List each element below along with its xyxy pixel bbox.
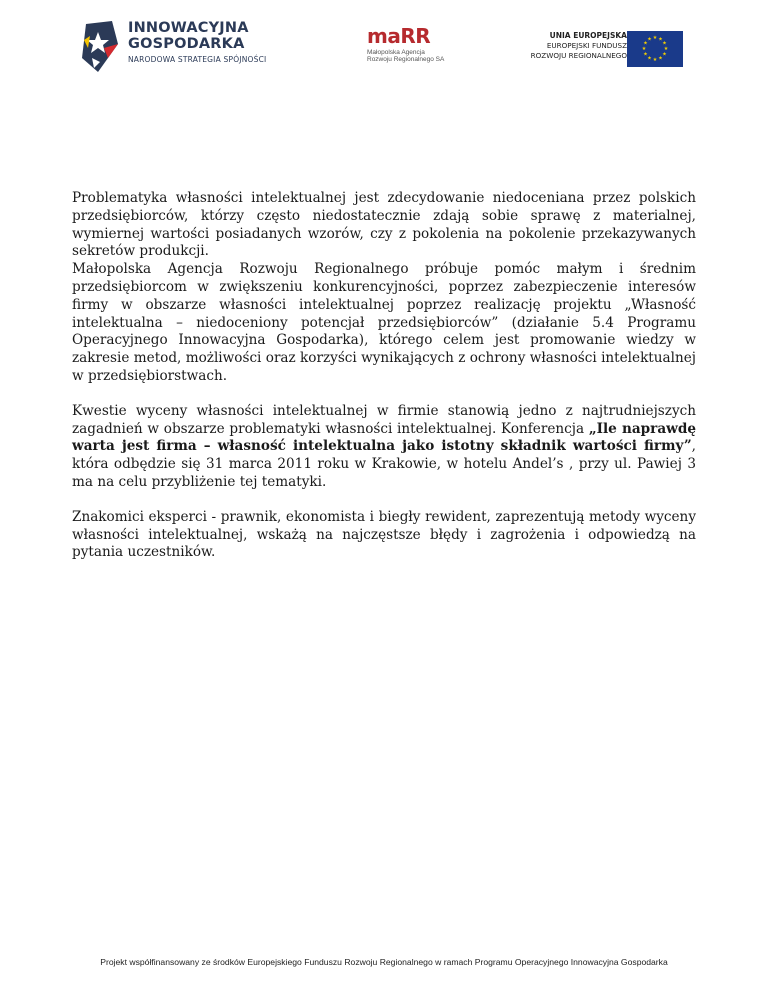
svg-text:★: ★: [652, 57, 658, 63]
marr-logo-sub1: Małopolska Agencja: [367, 49, 425, 56]
svg-text:★: ★: [643, 51, 648, 58]
eu-logo: [520, 30, 690, 70]
paragraph-1: [72, 190, 696, 386]
document-body: [72, 190, 696, 579]
svg-text:★: ★: [643, 40, 648, 47]
marr-logo-name: maRR: [367, 24, 431, 48]
paragraph-1a-text: Problematyka własności intelektualnej jest zdecydowanie niedoceniana przez polskich przedsiębiorców, którzy często niedostatecznie zdają sobie sprawę z materialnej, wymiernej wartości posiadanych wzorów, czy z pokolenia na pokolenie przekazywanych sekretów produkcji.: [72, 190, 696, 260]
ig-star-mark-icon: [78, 18, 124, 74]
eu-logo-line2: EUROPEJSKI FUNDUSZ: [546, 41, 627, 50]
svg-text:★: ★: [647, 55, 652, 62]
svg-text:★: ★: [641, 46, 647, 52]
marr-logo-sub2: Rozwoju Regionalnego SA: [367, 56, 445, 63]
svg-text:★: ★: [662, 51, 667, 58]
ig-logo-line2: GOSPODARKA: [128, 36, 245, 52]
ig-logo-text: [128, 20, 266, 65]
svg-text:★: ★: [652, 35, 658, 41]
ig-logo-line3: NARODOWA STRATEGIA SPÓJNOŚCI: [128, 55, 267, 64]
eu-logo-text: [531, 31, 627, 61]
svg-text:★: ★: [662, 40, 667, 47]
svg-text:★: ★: [658, 55, 663, 62]
footer-note: Projekt współfinansowany ze środków Europejskiego Funduszu Rozwoju Regionalnego w ramach Programu Operacyjnego Innowacyjna Gospodarka: [100, 957, 668, 967]
eu-logo-line3: ROZWOJU REGIONALNEGO: [530, 51, 627, 60]
paragraph-2-intro: Kwestie wyceny własności intelektualnej w firmie stanowią jedno z najtrudniejszych zagadnień w obszarze problematyki własności intelektualnej. Konferencja: [72, 402, 696, 437]
svg-text:★: ★: [663, 46, 669, 52]
ig-logo-line1: INNOWACYJNA: [128, 20, 249, 36]
conference-title: „Ile naprawdę warta jest firma – własność intelektualna jako istotny składnik wartości firmy”: [72, 420, 696, 455]
svg-text:★: ★: [647, 36, 652, 43]
eu-flag-icon: [627, 31, 683, 67]
paragraph-2-details: , która odbędzie się 31 marca 2011 roku w Krakowie, w hotelu Andel’s , przy ul. Pawiej 3 ma na celu przybliżenie tej tematyki.: [72, 438, 696, 490]
paragraph-1b-text: Małopolska Agencja Rozwoju Regionalnego próbuje pomóc małym i średnim przedsiębiorcom w zwiększeniu konkurencyjności, poprzez zabezpieczenie interesów firmy w obszarze własności intelektualnej poprzez realizację projektu „Własność intelektualna – niedoceniony potencjał przedsiębiorców” (działanie 5.4 Programu Operacyjnego Innowacyjna Gospodarka), którego celem jest promowanie wiedzy w zakresie metod, możliwości oraz korzyści wynikających z ochrony własności intelektualnej w przedsiębiorstwach.: [72, 261, 696, 384]
paragraph-3: Znakomici eksperci - prawnik, ekonomista i biegły rewident, zaprezentują metody wyceny własności intelektualnej, wskażą na najczęstsze błędy i zagrożenia i odpowiedzą na pytania uczestników.: [72, 508, 696, 561]
eu-logo-line1: UNIA EUROPEJSKA: [549, 31, 627, 40]
innowacyjna-gospodarka-logo: [78, 18, 278, 80]
paragraph-2: [72, 403, 696, 492]
svg-text:★: ★: [658, 36, 663, 43]
page-header: [0, 0, 768, 90]
marr-logo: [367, 26, 467, 82]
